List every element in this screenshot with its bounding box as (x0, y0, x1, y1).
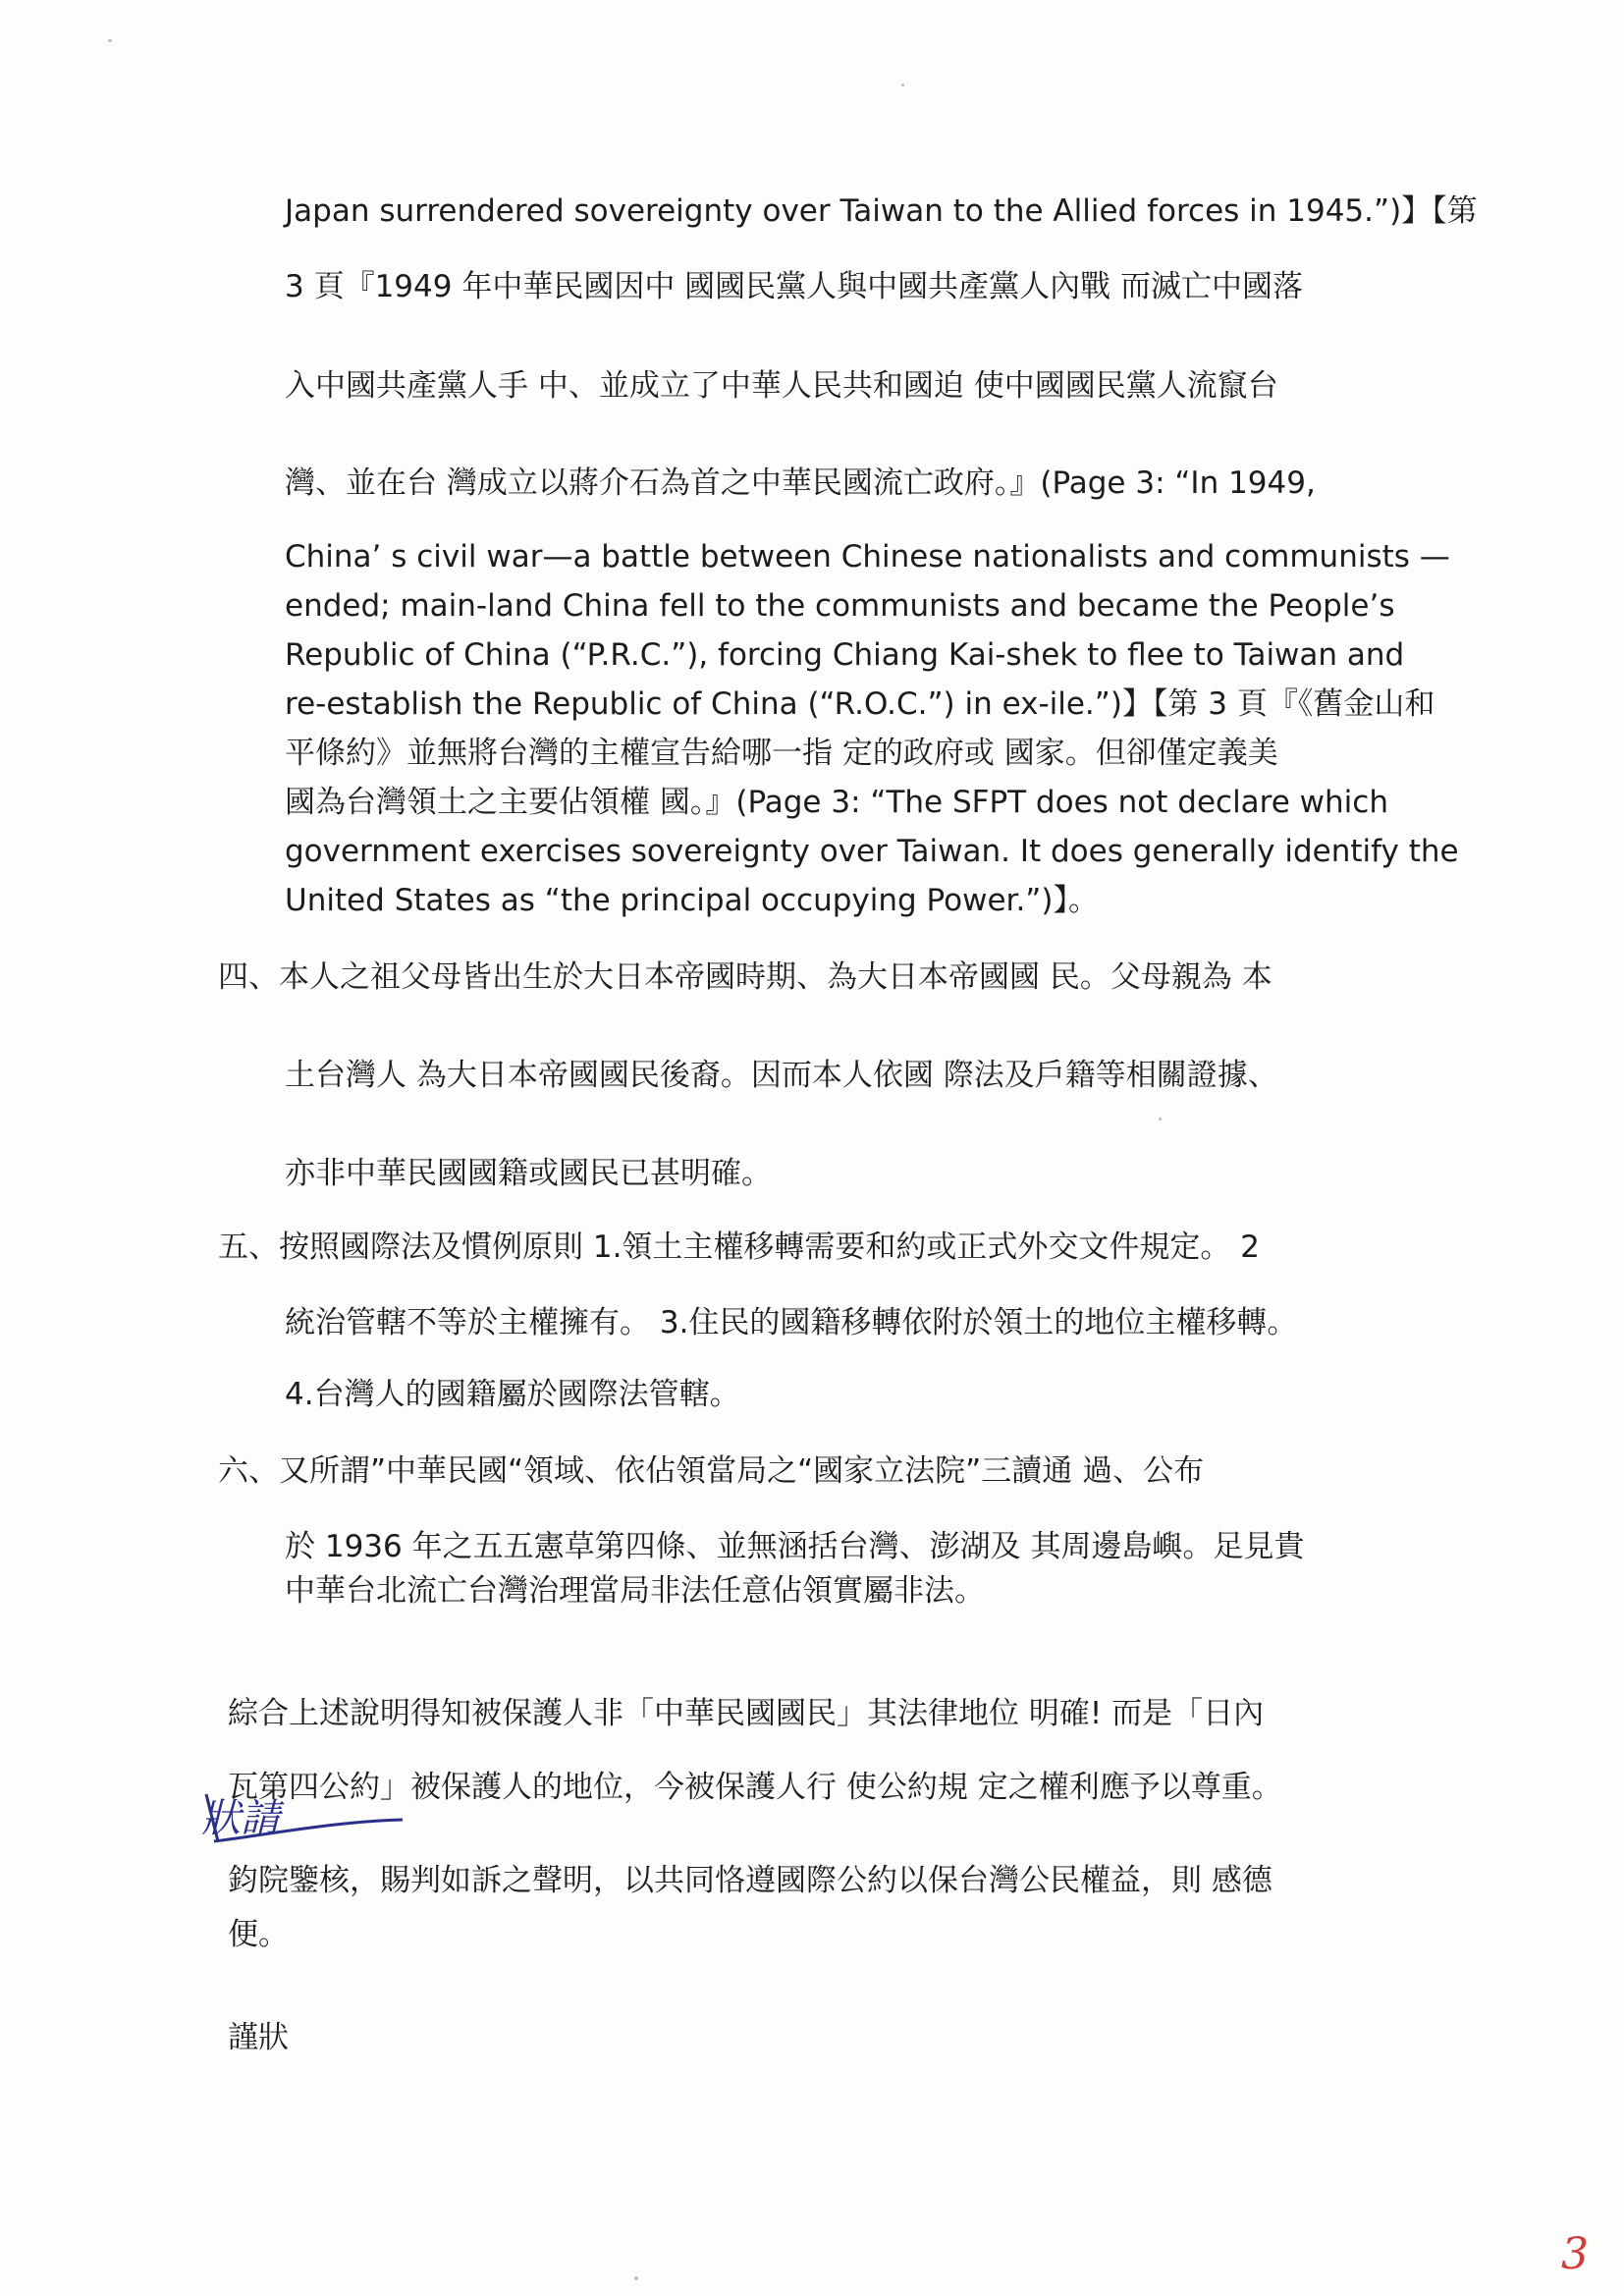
text-line: government exercises sovereignty over Taiwan. It does generally identify the (285, 834, 1459, 869)
text-line: Japan surrendered sovereignty over Taiwan to the Allied forces in 1945.”)】【第 (285, 193, 1478, 229)
text-line: ended; main-land China fell to the communists and became the People’s (285, 588, 1395, 624)
text-line: 4.台灣人的國籍屬於國際法管轄。 (285, 1377, 740, 1412)
text-line: 統治管轄不等於主權擁有。 3.住民的國籍移轉依附於領土的地位主權移轉。 (285, 1305, 1298, 1340)
text-line: 入中國共產黨人手 中、並成立了中華人民共和國迫 使中國國民黨人流竄台 (285, 368, 1278, 404)
scan-speck (108, 39, 112, 42)
handwritten-note: 狀請 (201, 1796, 280, 1841)
text-line: China’ s civil war—a battle between Chinese nationalists and communists — (285, 539, 1450, 574)
text-line: re-establish the Republic of China (“R.O.C.”) in ex-ile.”)】【第 3 頁『《舊金山和 (285, 686, 1435, 722)
section-four-line: 四、本人之祖父母皆出生於大日本帝國時期、為大日本帝國國 民。父母親為 本 (218, 959, 1272, 995)
scan-speck (634, 2276, 638, 2280)
text-line: 3 頁『1949 年中華民國因中 國國民黨人與中國共產黨人內戰 而滅亡中國落 (285, 269, 1304, 304)
text-line: 中華台北流亡台灣治理當局非法任意佔領實屬非法。 (285, 1573, 985, 1609)
text-line: 土台灣人 為大日本帝國國民後裔。因而本人依國 際法及戶籍等相關證據、 (285, 1058, 1278, 1093)
conclusion-line: 綜合上述說明得知被保護人非「中華民國國民」其法律地位 明確! 而是「日內 (228, 1696, 1265, 1731)
scan-speck (901, 83, 904, 86)
text-line: 灣、並在台 灣成立以蔣介石為首之中華民國流亡政府。』(Page 3: “In 1949, (285, 465, 1316, 501)
closing-phrase: 謹狀 (228, 2020, 289, 2055)
section-six-line: 六、又所謂”中華民國“領域、依佔領當局之“國家立法院”三讀通 過、公布 (218, 1453, 1205, 1489)
text-line: 亦非中華民國國籍或國民已甚明確。 (285, 1156, 772, 1191)
conclusion-line: 鈞院鑒核，賜判如訴之聲明，以共同恪遵國際公約以保台灣公民權益，則 感德 (228, 1863, 1272, 1898)
conclusion-line: 便。 (228, 1917, 289, 1952)
scan-speck (1159, 1118, 1162, 1121)
text-line: Republic of China (“P.R.C.”), forcing Chiang Kai-shek to flee to Taiwan and (285, 637, 1405, 673)
text-line: 國為台灣領土之主要佔領權 國。』(Page 3: “The SFPT does not declare which (285, 785, 1388, 820)
section-five-line: 五、按照國際法及慣例原則 1.領土主權移轉需要和約或正式外交文件規定。 2 (218, 1230, 1261, 1265)
text-line: 於 1936 年之五五憲草第四條、並無涵括台灣、澎湖及 其周邊島嶼。足見貴 (285, 1529, 1305, 1564)
page-mark: 3 (1561, 2229, 1589, 2279)
text-line: United States as “the principal occupying Power.”)】。 (285, 883, 1099, 918)
text-line: 平條約》並無將台灣的主權宣告給哪一指 定的政府或 國家。但卻僅定義美 (285, 736, 1278, 771)
conclusion-line: 瓦第四公約」被保護人的地位，今被保護人行 使公約規 定之權利應予以尊重。 (228, 1770, 1282, 1805)
